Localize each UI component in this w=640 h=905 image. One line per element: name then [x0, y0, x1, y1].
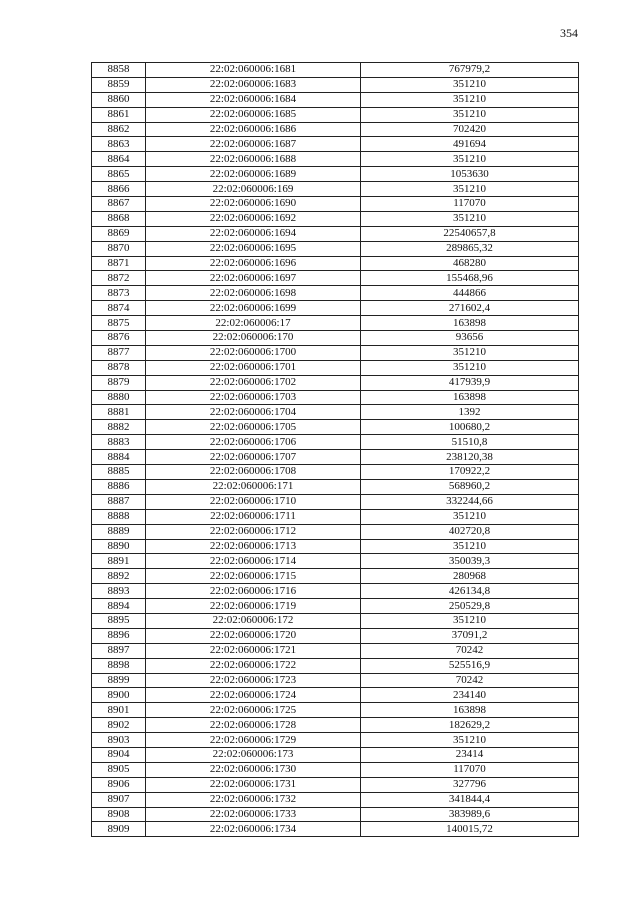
value-cell: 351210	[361, 211, 579, 226]
cadastral-number-cell: 22:02:060006:1683	[146, 77, 361, 92]
table-row	[92, 718, 579, 733]
value-cell: 444866	[361, 286, 579, 301]
value-cell: 417939,9	[361, 375, 579, 390]
value-cell: 117070	[361, 197, 579, 212]
cadastral-number-cell: 22:02:060006:173	[146, 747, 361, 762]
cadastral-number-cell: 22:02:060006:1700	[146, 345, 361, 360]
value-cell: 100680,2	[361, 420, 579, 435]
value-cell: 568960,2	[361, 479, 579, 494]
table-row	[92, 628, 579, 643]
table-row	[92, 777, 579, 792]
cadastral-number-cell: 22:02:060006:1725	[146, 703, 361, 718]
value-cell: 341844,4	[361, 792, 579, 807]
cadastral-value-table	[91, 62, 579, 837]
value-cell: 351210	[361, 613, 579, 628]
value-cell: 234140	[361, 688, 579, 703]
row-number-cell: 8901	[92, 703, 146, 718]
table-row	[92, 256, 579, 271]
table-row	[92, 345, 579, 360]
value-cell: 155468,96	[361, 271, 579, 286]
value-cell: 250529,8	[361, 599, 579, 614]
cadastral-number-cell: 22:02:060006:1707	[146, 450, 361, 465]
table-row	[92, 703, 579, 718]
row-number-cell: 8887	[92, 494, 146, 509]
cadastral-number-cell: 22:02:060006:1696	[146, 256, 361, 271]
value-cell: 70242	[361, 673, 579, 688]
table-row	[92, 524, 579, 539]
value-cell: 351210	[361, 92, 579, 107]
row-number-cell: 8897	[92, 643, 146, 658]
row-number-cell: 8907	[92, 792, 146, 807]
table-row	[92, 643, 579, 658]
cadastral-number-cell: 22:02:060006:1706	[146, 435, 361, 450]
cadastral-number-cell: 22:02:060006:1708	[146, 465, 361, 480]
value-cell: 525516,9	[361, 658, 579, 673]
value-cell: 767979,2	[361, 63, 579, 78]
value-cell: 170922,2	[361, 465, 579, 480]
row-number-cell: 8869	[92, 226, 146, 241]
table-body	[92, 63, 579, 837]
row-number-cell: 8863	[92, 137, 146, 152]
table-row	[92, 182, 579, 197]
cadastral-number-cell: 22:02:060006:1710	[146, 494, 361, 509]
value-cell: 351210	[361, 539, 579, 554]
row-number-cell: 8905	[92, 762, 146, 777]
value-cell: 163898	[361, 390, 579, 405]
value-cell: 351210	[361, 182, 579, 197]
value-cell: 426134,8	[361, 584, 579, 599]
row-number-cell: 8904	[92, 747, 146, 762]
row-number-cell: 8874	[92, 301, 146, 316]
value-cell: 351210	[361, 360, 579, 375]
row-number-cell: 8862	[92, 122, 146, 137]
table-row	[92, 197, 579, 212]
cadastral-number-cell: 22:02:060006:1702	[146, 375, 361, 390]
table-row	[92, 554, 579, 569]
cadastral-number-cell: 22:02:060006:1719	[146, 599, 361, 614]
row-number-cell: 8906	[92, 777, 146, 792]
value-cell: 93656	[361, 331, 579, 346]
row-number-cell: 8885	[92, 465, 146, 480]
value-cell: 327796	[361, 777, 579, 792]
cadastral-number-cell: 22:02:060006:1712	[146, 524, 361, 539]
row-number-cell: 8896	[92, 628, 146, 643]
cadastral-number-cell: 22:02:060006:1697	[146, 271, 361, 286]
table-row	[92, 599, 579, 614]
table-row	[92, 286, 579, 301]
table-row	[92, 167, 579, 182]
value-cell: 23414	[361, 747, 579, 762]
table-row	[92, 316, 579, 331]
cadastral-number-cell: 22:02:060006:1714	[146, 554, 361, 569]
value-cell: 182629,2	[361, 718, 579, 733]
cadastral-number-cell: 22:02:060006:1720	[146, 628, 361, 643]
table-row	[92, 77, 579, 92]
cadastral-number-cell: 22:02:060006:1723	[146, 673, 361, 688]
cadastral-number-cell: 22:02:060006:1701	[146, 360, 361, 375]
row-number-cell: 8895	[92, 613, 146, 628]
value-cell: 351210	[361, 509, 579, 524]
table-row	[92, 733, 579, 748]
table-row	[92, 122, 579, 137]
value-cell: 383989,6	[361, 807, 579, 822]
table-row	[92, 375, 579, 390]
table-row	[92, 450, 579, 465]
cadastral-number-cell: 22:02:060006:1715	[146, 569, 361, 584]
row-number-cell: 8865	[92, 167, 146, 182]
value-cell: 37091,2	[361, 628, 579, 643]
value-cell: 332244,66	[361, 494, 579, 509]
table-row	[92, 211, 579, 226]
row-number-cell: 8886	[92, 479, 146, 494]
table-row	[92, 688, 579, 703]
table-row	[92, 405, 579, 420]
cadastral-number-cell: 22:02:060006:1721	[146, 643, 361, 658]
cadastral-number-cell: 22:02:060006:1685	[146, 107, 361, 122]
table-row	[92, 420, 579, 435]
table-row	[92, 762, 579, 777]
table-row	[92, 226, 579, 241]
value-cell: 51510,8	[361, 435, 579, 450]
table-row	[92, 822, 579, 837]
cadastral-number-cell: 22:02:060006:1734	[146, 822, 361, 837]
table-row	[92, 360, 579, 375]
cadastral-number-cell: 22:02:060006:1703	[146, 390, 361, 405]
row-number-cell: 8891	[92, 554, 146, 569]
table-row	[92, 435, 579, 450]
row-number-cell: 8892	[92, 569, 146, 584]
row-number-cell: 8876	[92, 331, 146, 346]
cadastral-number-cell: 22:02:060006:1730	[146, 762, 361, 777]
table-row	[92, 807, 579, 822]
row-number-cell: 8883	[92, 435, 146, 450]
table-row	[92, 539, 579, 554]
value-cell: 1392	[361, 405, 579, 420]
value-cell: 468280	[361, 256, 579, 271]
page-number: 354	[560, 26, 578, 40]
row-number-cell: 8882	[92, 420, 146, 435]
table-row	[92, 479, 579, 494]
value-cell: 163898	[361, 703, 579, 718]
cadastral-number-cell: 22:02:060006:1724	[146, 688, 361, 703]
row-number-cell: 8884	[92, 450, 146, 465]
table-row	[92, 613, 579, 628]
table-row	[92, 390, 579, 405]
cadastral-number-cell: 22:02:060006:1695	[146, 241, 361, 256]
value-cell: 238120,38	[361, 450, 579, 465]
row-number-cell: 8893	[92, 584, 146, 599]
row-number-cell: 8872	[92, 271, 146, 286]
row-number-cell: 8861	[92, 107, 146, 122]
cadastral-number-cell: 22:02:060006:1704	[146, 405, 361, 420]
value-cell: 22540657,8	[361, 226, 579, 241]
cadastral-number-cell: 22:02:060006:172	[146, 613, 361, 628]
cadastral-number-cell: 22:02:060006:1732	[146, 792, 361, 807]
row-number-cell: 8900	[92, 688, 146, 703]
row-number-cell: 8866	[92, 182, 146, 197]
row-number-cell: 8881	[92, 405, 146, 420]
value-cell: 140015,72	[361, 822, 579, 837]
table-row	[92, 658, 579, 673]
row-number-cell: 8860	[92, 92, 146, 107]
value-cell: 1053630	[361, 167, 579, 182]
cadastral-number-cell: 22:02:060006:1722	[146, 658, 361, 673]
value-cell: 491694	[361, 137, 579, 152]
table-row	[92, 301, 579, 316]
value-cell: 351210	[361, 107, 579, 122]
table-row	[92, 137, 579, 152]
table-row	[92, 92, 579, 107]
value-cell: 70242	[361, 643, 579, 658]
cadastral-number-cell: 22:02:060006:1731	[146, 777, 361, 792]
row-number-cell: 8889	[92, 524, 146, 539]
table-row	[92, 494, 579, 509]
cadastral-number-cell: 22:02:060006:1705	[146, 420, 361, 435]
cadastral-number-cell: 22:02:060006:1690	[146, 197, 361, 212]
cadastral-number-cell: 22:02:060006:170	[146, 331, 361, 346]
cadastral-number-cell: 22:02:060006:171	[146, 479, 361, 494]
row-number-cell: 8867	[92, 197, 146, 212]
row-number-cell: 8870	[92, 241, 146, 256]
table-row	[92, 63, 579, 78]
cadastral-number-cell: 22:02:060006:1728	[146, 718, 361, 733]
table-row	[92, 569, 579, 584]
cadastral-number-cell: 22:02:060006:1694	[146, 226, 361, 241]
value-cell: 271602,4	[361, 301, 579, 316]
table-row	[92, 509, 579, 524]
row-number-cell: 8859	[92, 77, 146, 92]
table-row	[92, 584, 579, 599]
value-cell: 350039,3	[361, 554, 579, 569]
table-row	[92, 107, 579, 122]
row-number-cell: 8888	[92, 509, 146, 524]
row-number-cell: 8873	[92, 286, 146, 301]
value-cell: 402720,8	[361, 524, 579, 539]
row-number-cell: 8880	[92, 390, 146, 405]
table-row	[92, 673, 579, 688]
row-number-cell: 8875	[92, 316, 146, 331]
cadastral-number-cell: 22:02:060006:1699	[146, 301, 361, 316]
cadastral-number-cell: 22:02:060006:1686	[146, 122, 361, 137]
value-cell: 702420	[361, 122, 579, 137]
row-number-cell: 8879	[92, 375, 146, 390]
value-cell: 280968	[361, 569, 579, 584]
cadastral-number-cell: 22:02:060006:1688	[146, 152, 361, 167]
value-cell: 289865,32	[361, 241, 579, 256]
row-number-cell: 8902	[92, 718, 146, 733]
row-number-cell: 8877	[92, 345, 146, 360]
table-row	[92, 747, 579, 762]
row-number-cell: 8864	[92, 152, 146, 167]
cadastral-number-cell: 22:02:060006:1684	[146, 92, 361, 107]
cadastral-number-cell: 22:02:060006:1687	[146, 137, 361, 152]
row-number-cell: 8878	[92, 360, 146, 375]
row-number-cell: 8908	[92, 807, 146, 822]
table-row	[92, 152, 579, 167]
row-number-cell: 8858	[92, 63, 146, 78]
row-number-cell: 8871	[92, 256, 146, 271]
cadastral-number-cell: 22:02:060006:1689	[146, 167, 361, 182]
row-number-cell: 8898	[92, 658, 146, 673]
value-cell: 351210	[361, 733, 579, 748]
row-number-cell: 8899	[92, 673, 146, 688]
row-number-cell: 8890	[92, 539, 146, 554]
cadastral-number-cell: 22:02:060006:17	[146, 316, 361, 331]
value-cell: 163898	[361, 316, 579, 331]
row-number-cell: 8894	[92, 599, 146, 614]
cadastral-number-cell: 22:02:060006:1713	[146, 539, 361, 554]
value-cell: 351210	[361, 345, 579, 360]
cadastral-number-cell: 22:02:060006:1681	[146, 63, 361, 78]
cadastral-number-cell: 22:02:060006:1698	[146, 286, 361, 301]
value-cell: 351210	[361, 152, 579, 167]
row-number-cell: 8909	[92, 822, 146, 837]
table-row	[92, 465, 579, 480]
cadastral-number-cell: 22:02:060006:1716	[146, 584, 361, 599]
table-row	[92, 271, 579, 286]
cadastral-number-cell: 22:02:060006:1733	[146, 807, 361, 822]
cadastral-number-cell: 22:02:060006:1729	[146, 733, 361, 748]
cadastral-number-cell: 22:02:060006:1711	[146, 509, 361, 524]
value-cell: 117070	[361, 762, 579, 777]
cadastral-number-cell: 22:02:060006:1692	[146, 211, 361, 226]
value-cell: 351210	[361, 77, 579, 92]
table-row	[92, 792, 579, 807]
table-row	[92, 331, 579, 346]
cadastral-number-cell: 22:02:060006:169	[146, 182, 361, 197]
row-number-cell: 8903	[92, 733, 146, 748]
table-row	[92, 241, 579, 256]
row-number-cell: 8868	[92, 211, 146, 226]
